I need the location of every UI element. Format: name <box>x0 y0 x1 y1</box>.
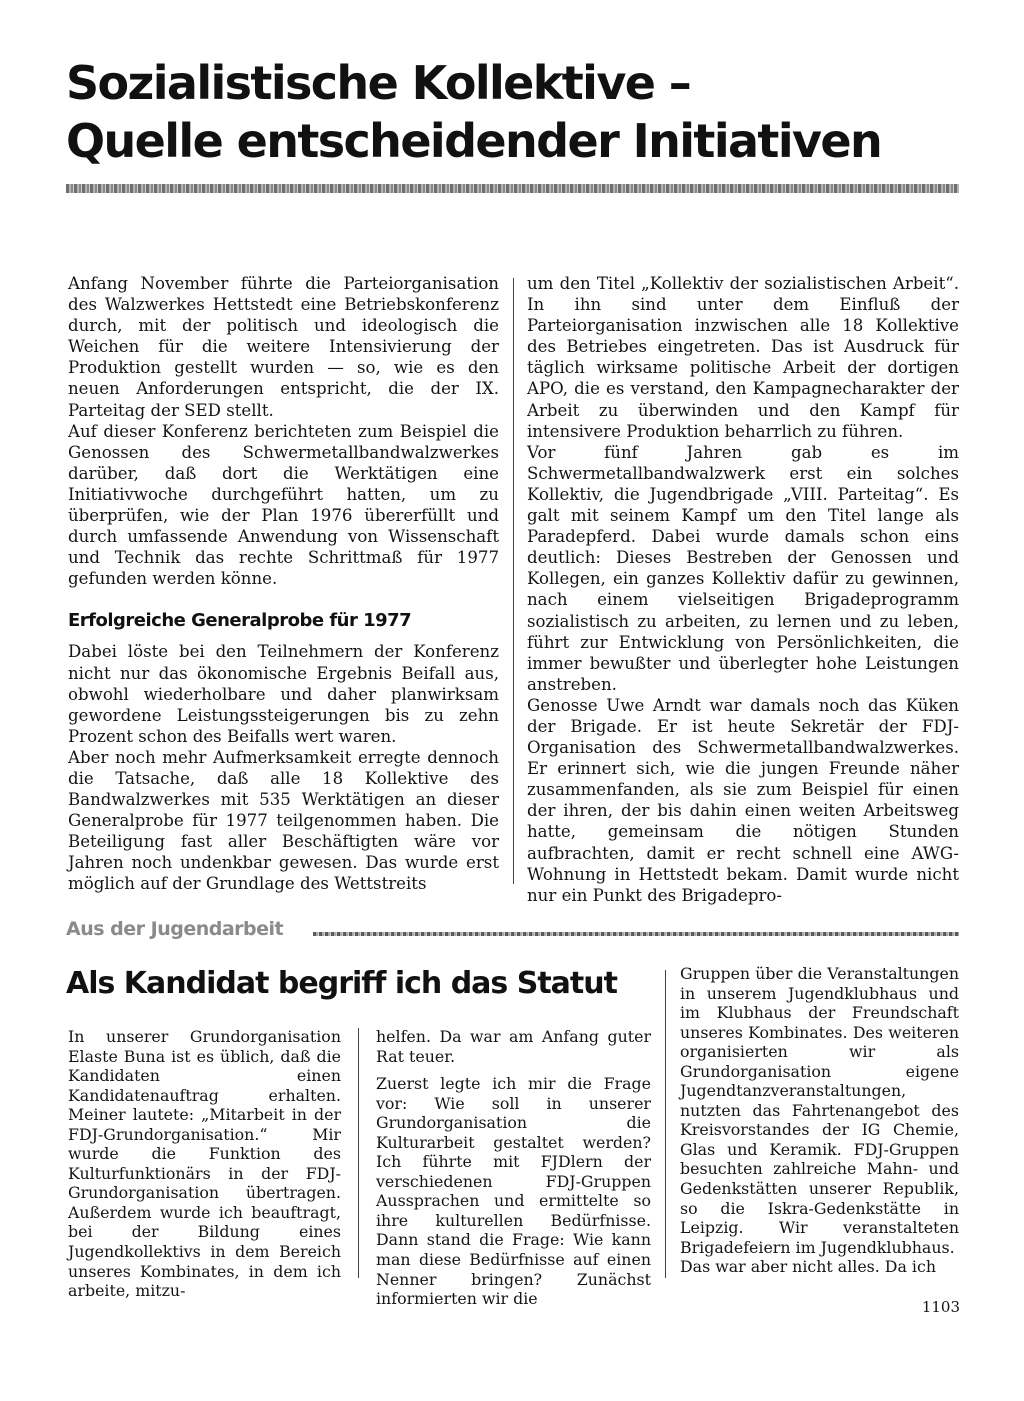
section-rule <box>313 932 959 936</box>
paragraph: Auf dieser Konferenz berichteten zum Beispiel die Genossen des Schwermetallbandwalzwerkes darüber, daß dort die Werktätigen eine Initiativwoche durchgeführt hatten, um zu überprüfen, wie der Plan 1976 übererfüllt und durch umfassende Anwendung von Wissenschaft und Technik das rechte Schrittmaß für 1977 gefunden werden könne. <box>68 421 499 589</box>
article-2-headline: Als Kandidat begriff ich das Statut <box>66 966 617 1001</box>
paragraph: Das war aber nicht alles. Da ich <box>680 1257 936 1277</box>
paragraph: Zuerst legte ich mir die Frage vor: Wie soll in unserer Grundorganisation die Kulturarbeit gestaltet werden? Ich führte mit FJDlern der verschiedenen FDJ-Gruppen Aussprachen und ermittelte so ihre kulturellen Bedürfnisse. Dann stand die Frage: Wie kann man diese Bedürfnisse auf einen Nenner bringen? Zunächst informierten wir die <box>376 1074 651 1309</box>
article-1-subheading: Erfolgreiche Generalprobe für 1977 <box>68 610 412 632</box>
headline-line-2: Quelle entscheidender Initiativen <box>66 114 882 168</box>
paragraph: Genosse Uwe Arndt war damals noch das Küken der Brigade. Er ist heute Sekretär der FDJ-Organisation des Schwermetallbandwalzwerkes. Er erinnert sich, wie die jungen Freunde näher zusammenfanden, als sie zum Beispiel für einen der ihren, der bis dahin einen weiten Arbeitsweg hatte, gemeinsam die nötigen Stunden aufbrachten, damit er recht schnell eine AWG-Wohnung in Hettstedt bekam. Damit wurde nicht nur ein Punkt des Brigadepro- <box>527 695 959 905</box>
article-2-column-2 <box>376 1027 651 1309</box>
article-1-column-1 <box>68 273 499 895</box>
article-1-column-2 <box>527 273 959 906</box>
paragraph: Vor fünf Jahren gab es im Schwermetallbandwalzwerk erst ein solches Kollektiv, die Jugendbrigade „VIII. Parteitag“. Es galt mit seinem Kampf um den Titel lange als Paradepferd. Dabei wurde damals schon eins deutlich: Dieses Bestreben der Genossen und Kollegen, ein ganzes Kollektiv dafür zu gewinnen, nach einem vielseitigen Brigadeprogramm sozialistisch zu arbeiten, zu lernen und zu leben, führt zur Entwicklung von Persönlichkeiten, die immer bewußter und überlegter hohe Leistungen anstreben. <box>527 442 959 694</box>
paragraph: Dabei löste bei den Teilnehmern der Konferenz nicht nur das ökonomische Ergebnis Beifall aus, obwohl wiederholbare und daher planwirksam gewordene Leistungssteigerungen bis zu zehn Prozent schon des Beifalls wert waren. <box>68 642 499 746</box>
paragraph: Aber noch mehr Aufmerksamkeit erregte dennoch die Tatsache, daß alle 18 Kollektive des Bandwalzwerkes mit 535 Werktätigen an dieser Generalprobe für 1977 teilgenommen haben. Die Beteiligung fast aller Beschäftigten wäre vor Jahren noch undenkbar gewesen. Das wurde erst möglich auf der Grundlage des Wettstreits <box>68 747 499 894</box>
page-headline <box>66 54 966 170</box>
headline-rule <box>66 184 959 193</box>
headline-line-1: Sozialistische Kollektive – <box>66 56 691 110</box>
paragraph: um den Titel „Kollektiv der sozialistischen Arbeit“. In ihn sind unter dem Einfluß der Parteiorganisation inzwischen alle 18 Kollektive des Betriebes eingetreten. Das ist Ausdruck für täglich wirksame politische Arbeit der dortigen APO, die es verstand, den Kampagnecharakter der Arbeit zu überwinden und den Kampf für intensivere Produktion beharrlich zu führen. <box>527 274 959 441</box>
article-2-column-3 <box>680 964 959 1277</box>
paragraph: Anfang November führte die Parteiorganisation des Walzwerkes Hettstedt eine Betriebskonferenz durch, mit der politisch und ideologisch die Weichen für die weitere Intensivierung der Produktion gestellt wurden — so, wie es den neuen Anforderungen entspricht, die der IX. Parteitag der SED stellt. <box>68 274 499 420</box>
paragraph: In unserer Grundorganisation Elaste Buna ist es üblich, daß die Kandidaten einen Kandidatenauftrag erhalten. Meiner lautete: „Mitarbeit in der FDJ-Grundorganisation.“ Mir wurde die Funktion des Kulturfunktionärs in der FDJ-Grundorganisation übertragen. Außerdem wurde ich beauftragt, bei der Bildung eines Jugendkollektivs in dem Bereich unseres Kombinates, in dem ich arbeite, mitzu- <box>68 1027 341 1301</box>
column-divider <box>358 1028 359 1278</box>
column-divider <box>665 970 666 1278</box>
column-divider <box>513 278 514 884</box>
paragraph: Gruppen über die Veranstaltungen in unserem Jugendklubhaus und im Klubhaus der Freundschaft unseres Kombinates. Des weiteren organisierten wir als Grundorganisation eigene Jugendtanzveranstaltungen, nutzten das Fahrtenangebot des Kreisvorstandes der IG Chemie, Glas und Keramik. FDJ-Gruppen besuchten zahlreiche Mahn- und Gedenkstätten unserer Republik, so die Iskra-Gedenkstätte in Leipzig. Wir veranstalteten Brigadefeiern im Jugendklubhaus. <box>680 964 959 1257</box>
section-label: Aus der Jugendarbeit <box>66 918 284 940</box>
paragraph: helfen. Da war am Anfang guter Rat teuer. <box>376 1027 651 1066</box>
page-number: 1103 <box>921 1298 960 1316</box>
article-2-column-1 <box>68 1027 341 1301</box>
